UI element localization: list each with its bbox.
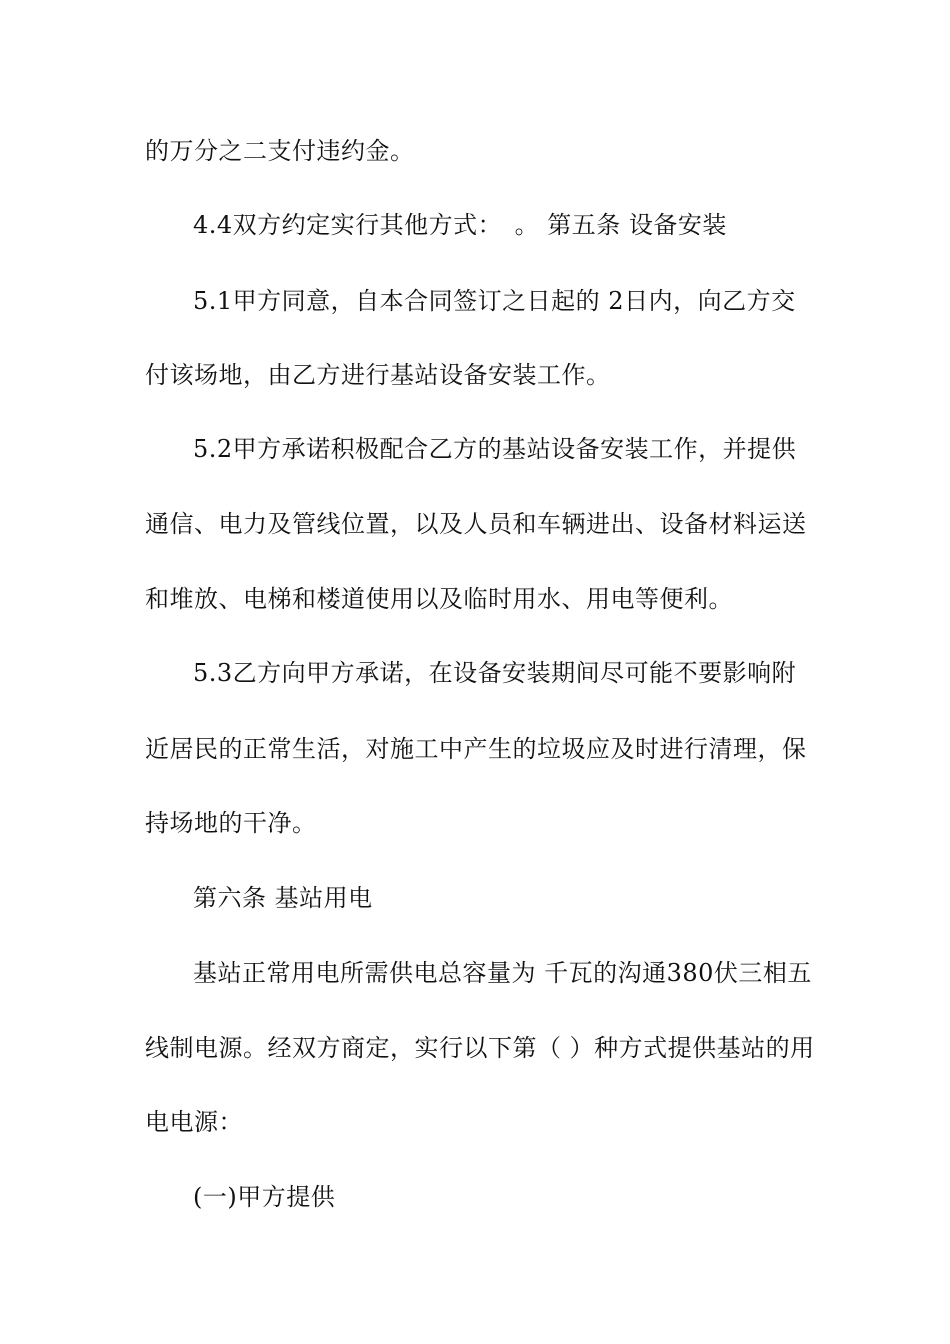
text-line-9: 近居民的正常生活，对施工中产生的垃圾应及时进行清理，保 <box>145 735 807 763</box>
text-line-1: 的万分之二支付违约金。 <box>145 137 415 165</box>
text-line-13: 线制电源。经双方商定，实行以下第（ ）种方式提供基站的用 <box>145 1034 815 1062</box>
text-line-8: 5.3乙方向甲方承诺，在设备安装期间尽可能不要影响附 <box>193 659 797 687</box>
text-line-12: 基站正常用电所需供电总容量为 千瓦的沟通380伏三相五 <box>193 959 812 987</box>
text-line-2: 4.4双方约定实行其他方式： 。 第五条 设备安装 <box>193 211 727 239</box>
text-line-7: 和堆放、电梯和楼道使用以及临时用水、用电等便利。 <box>145 585 733 613</box>
text-line-15: (一)甲方提供 <box>193 1183 336 1211</box>
text-line-14: 电电源： <box>145 1108 243 1136</box>
text-line-3: 5.1甲方同意，自本合同签订之日起的 2日内，向乙方交 <box>193 287 796 315</box>
text-line-4: 付该场地，由乙方进行基站设备安装工作。 <box>145 361 611 389</box>
text-line-6: 通信、电力及管线位置，以及人员和车辆进出、设备材料运送 <box>145 510 807 538</box>
text-line-10: 持场地的干净。 <box>145 809 317 837</box>
section-heading-6: 第六条 基站用电 <box>193 884 373 912</box>
text-line-5: 5.2甲方承诺积极配合乙方的基站设备安装工作，并提供 <box>193 435 797 463</box>
